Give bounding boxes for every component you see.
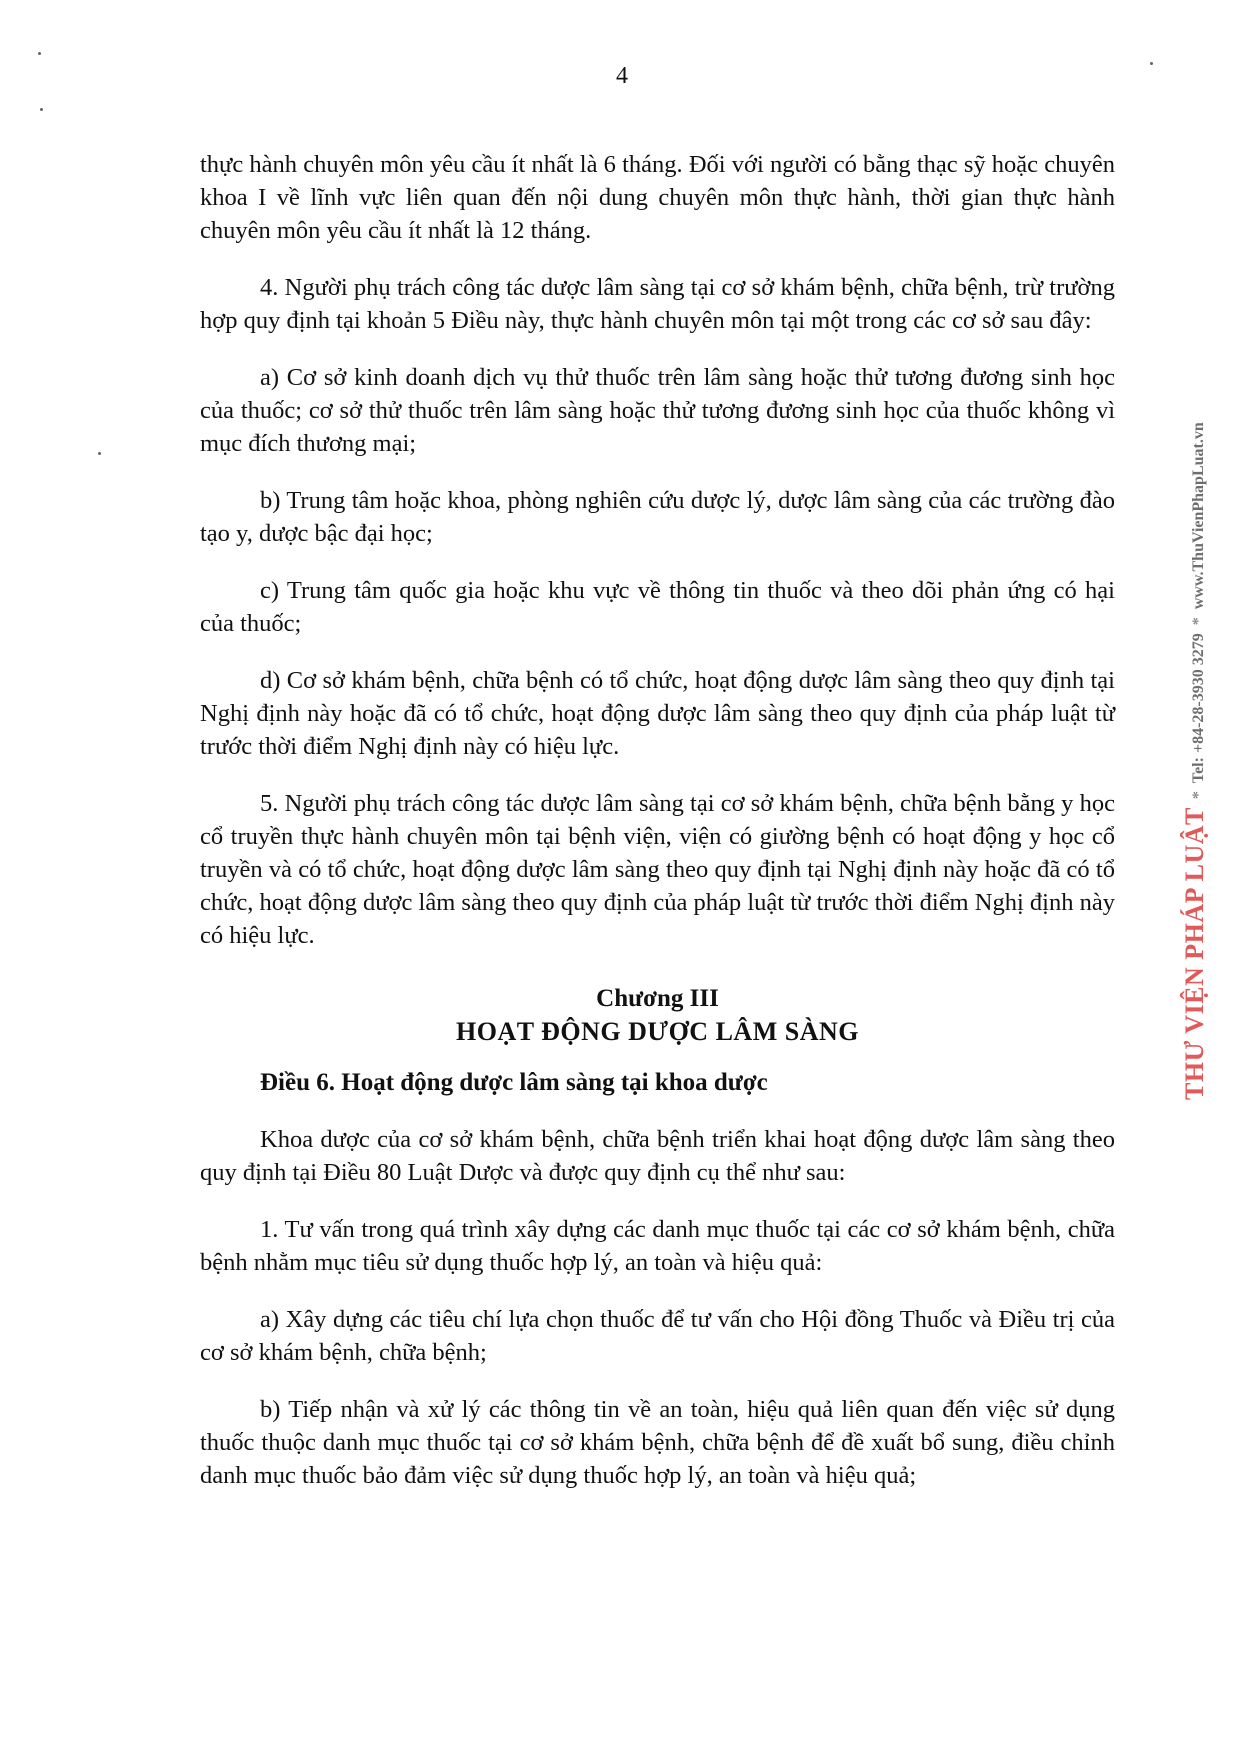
scan-speck <box>98 452 101 455</box>
paragraph: b) Trung tâm hoặc khoa, phòng nghiên cứu dược lý, dược lâm sàng của các trường đào tạo y, dược bậc đại học; <box>200 487 1115 547</box>
watermark-web: www.ThuVienPhapLuat.vn <box>1190 422 1207 610</box>
chapter-label: Chương III <box>596 985 719 1012</box>
watermark-brand: THƯ VIỆN PHÁP LUẬT <box>1180 807 1209 1100</box>
paragraph: thực hành chuyên môn yêu cầu ít nhất là 6 tháng. Đối với người có bằng thạc sỹ hoặc chuyên khoa I về lĩnh vực liên quan đến nội dung chuyên môn thực hành, thời gian thực hành chuyên môn yêu cầu ít nhất là 12 tháng. <box>200 151 1115 244</box>
paragraph: 5. Người phụ trách công tác dược lâm sàng tại cơ sở khám bệnh, chữa bệnh bằng y học cổ truyền thực hành chuyên môn tại bệnh viện, viện có giường bệnh có hoạt động y học cổ truyền và có tổ chức, hoạt động dược lâm sàng theo quy định tại Nghị định này hoặc đã có tổ chức, hoạt động dược lâm sàng theo quy định của pháp luật từ trước thời điểm Nghị định này có hiệu lực. <box>200 790 1115 949</box>
watermark-tel: Tel: +84-28-3930 3279 <box>1190 633 1207 784</box>
scan-speck <box>40 108 43 111</box>
paragraphs-after <box>200 1123 1115 1492</box>
article-heading: Điều 6. Hoạt động dược lâm sàng tại khoa dược <box>260 1069 768 1096</box>
watermark-separator: * <box>1190 617 1207 626</box>
scan-speck <box>1150 62 1153 65</box>
watermark-separator: * <box>1190 791 1207 800</box>
paragraph: a) Xây dựng các tiêu chí lựa chọn thuốc để tư vấn cho Hội đồng Thuốc và Điều trị của cơ sở khám bệnh, chữa bệnh; <box>200 1306 1115 1366</box>
paragraph: c) Trung tâm quốc gia hoặc khu vực về thông tin thuốc và theo dõi phản ứng có hại của thuốc; <box>200 577 1115 637</box>
paragraph: 1. Tư vấn trong quá trình xây dựng các danh mục thuốc tại các cơ sở khám bệnh, chữa bệnh nhằm mục tiêu sử dụng thuốc hợp lý, an toàn và hiệu quả: <box>200 1216 1115 1276</box>
paragraph: a) Cơ sở kinh doanh dịch vụ thử thuốc trên lâm sàng hoặc thử tương đương sinh học của thuốc; cơ sở thử thuốc trên lâm sàng hoặc thử tương đương sinh học của thuốc không vì mục đích thương mại; <box>200 364 1115 457</box>
paragraphs-before <box>200 148 1115 952</box>
watermark <box>1178 380 1212 1100</box>
scan-speck <box>38 52 41 55</box>
chapter-heading <box>200 982 1115 1048</box>
paragraph: 4. Người phụ trách công tác dược lâm sàng tại cơ sở khám bệnh, chữa bệnh, trừ trường hợp quy định tại khoản 5 Điều này, thực hành chuyên môn tại một trong các cơ sở sau đây: <box>200 274 1115 334</box>
chapter-title: HOẠT ĐỘNG DƯỢC LÂM SÀNG <box>456 1017 859 1046</box>
paragraph: Khoa dược của cơ sở khám bệnh, chữa bệnh triển khai hoạt động dược lâm sàng theo quy định tại Điều 80 Luật Dược và được quy định cụ thể như sau: <box>200 1126 1115 1186</box>
paragraph: b) Tiếp nhận và xử lý các thông tin về an toàn, hiệu quả liên quan đến việc sử dụng thuốc thuộc danh mục thuốc tại cơ sở khám bệnh, chữa bệnh để đề xuất bổ sung, điều chỉnh danh mục thuốc bảo đảm việc sử dụng thuốc hợp lý, an toàn và hiệu quả; <box>200 1396 1115 1489</box>
document-body <box>200 148 1115 1516</box>
paragraph: d) Cơ sở khám bệnh, chữa bệnh có tổ chức, hoạt động dược lâm sàng theo quy định tại Nghị định này hoặc đã có tổ chức, hoạt động dược lâm sàng theo quy định của pháp luật từ trước thời điểm Nghị định này có hiệu lực. <box>200 667 1115 760</box>
page-number: 4 <box>616 63 628 89</box>
